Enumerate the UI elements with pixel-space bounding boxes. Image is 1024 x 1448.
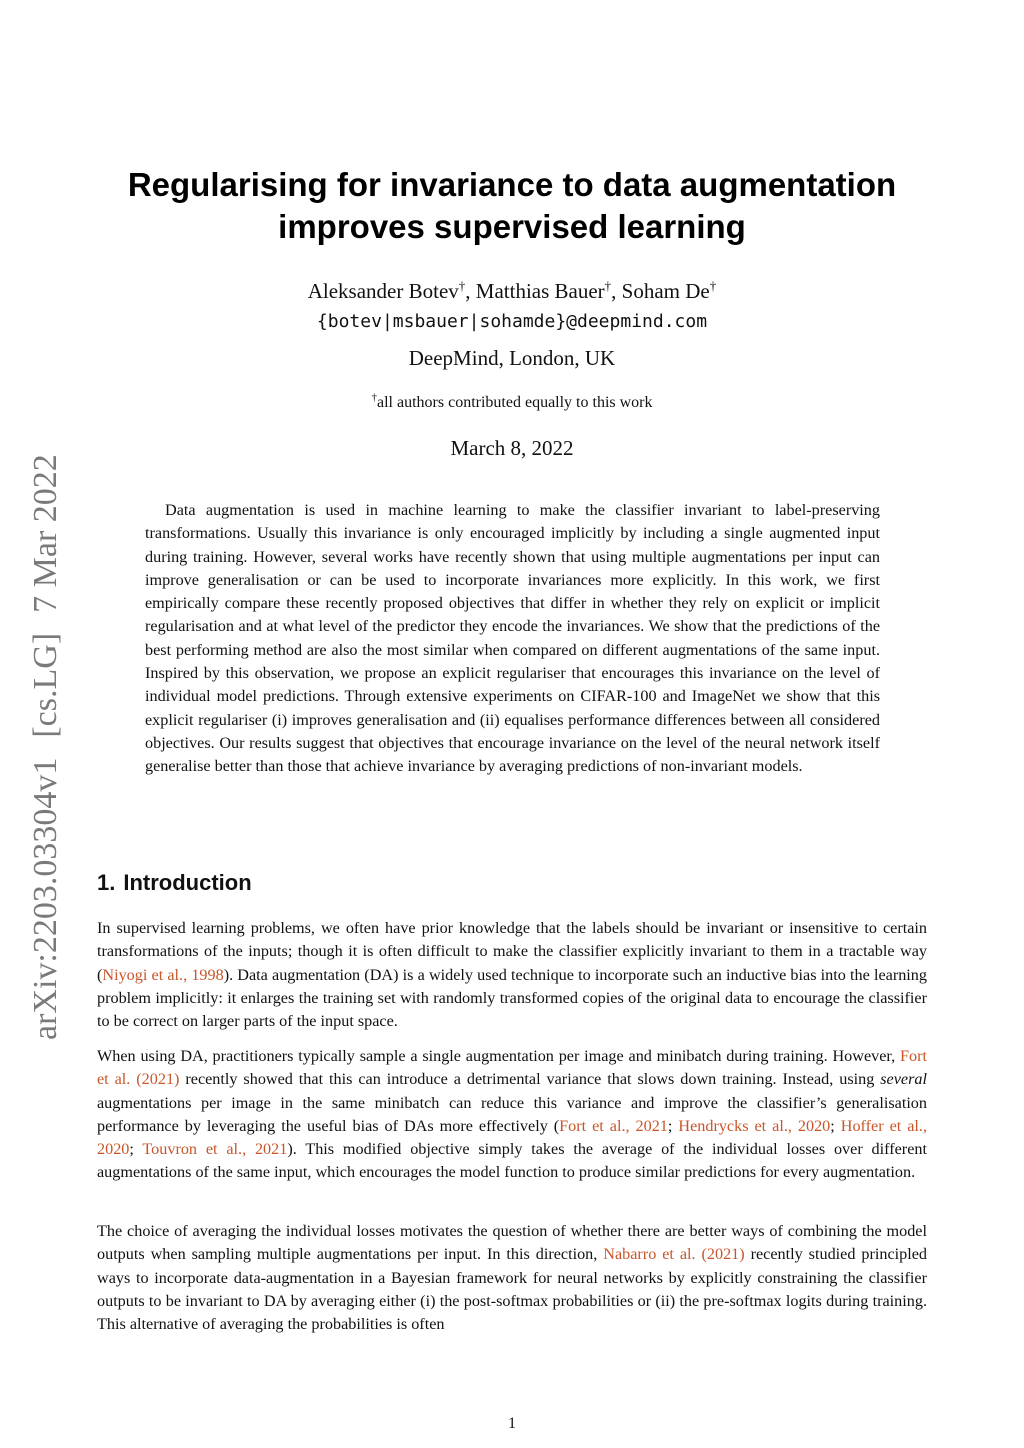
page-number: 1 (508, 1415, 516, 1432)
author-mark: † (458, 278, 466, 293)
citation-link[interactable]: Hoffer et al., 2020 (97, 1116, 928, 1159)
citation-link[interactable]: Hendrycks et al., 2020 (678, 1116, 831, 1135)
paragraph-text: recently studied principled ways to incorporate data-augmentation in a Bayesian framework for neural networks by explicitly constraining the classifier outputs to be invariant to DA by averaging either (i) the post-softmax probabilities or (ii) the pre-softmax logits during training. This alternative of averaging the probabilities is often (97, 1245, 927, 1334)
citation-separator: ; (830, 1116, 841, 1135)
paragraph-text: augmentations per image in the same minibatch can reduce this variance and improve the classifier’s generalisation performance by leveraging the useful bias of DAs more effectively ( (97, 1093, 927, 1135)
paragraph-text: The choice of averaging the individual losses motivates the question of whether there are better ways of combining the model outputs when sampling multiple augmentations per input. In this direction, (97, 1222, 927, 1264)
citation-separator: ; (129, 1140, 143, 1159)
paragraph-text: ). Data augmentation (DA) is a widely used technique to incorporate such an inductive bias into the learning problem implicitly: it enlarges the training set with randomly transformed copies of the original data to encourage the classifier to be correct on larger parts of the input space. (97, 965, 927, 1031)
citation-link[interactable]: Touvron et al., 2021 (142, 1140, 288, 1159)
paper-title-line-1: Regularising for invariance to data augmentation (127, 166, 897, 203)
citation-link[interactable]: Fort et al., 2021 (559, 1116, 668, 1135)
section-heading (97, 868, 252, 898)
author-mark: † (709, 278, 717, 293)
arxiv-id: arXiv:2203.03304v1 (27, 757, 64, 1040)
paragraph-text: recently showed that this can introduce a detrimental variance that slows down training. Instead, using (179, 1070, 881, 1089)
author-name: Aleksander Botev (307, 279, 459, 303)
intro-paragraph-1 (97, 917, 927, 1033)
author-name: Matthias Bauer (475, 279, 605, 303)
citation-link[interactable]: Nabarro et al. (2021) (603, 1245, 745, 1264)
intro-paragraph-2 (97, 1045, 927, 1185)
author-emails: {botev|msbauer|sohamde}@deepmind.com (316, 311, 708, 332)
publication-date: March 8, 2022 (450, 436, 574, 460)
citation-link[interactable]: Fort et al. (2021) (97, 1047, 927, 1089)
author-name: Soham De (621, 279, 710, 303)
citation-separator: ; (667, 1116, 679, 1135)
paragraph-text: When using DA, practitioners typically sample a single augmentation per image and minibatch during training. However, (97, 1047, 900, 1065)
paper-title (0, 164, 1024, 248)
section-number: 1. (97, 870, 116, 895)
contribution-note-text: all authors contributed equally to this work (377, 394, 653, 411)
arxiv-stamp (26, 454, 66, 1040)
abstract: Data augmentation is used in machine learning to make the classifier invariant to label-preserving transformations. Usually this invariance is only encouraged implicitly by including a single augmented input during training. However, several works have recently shown that using multiple augmentations per input can improve generalisation or can be used to incorporate invariances more explicitly. In this work, we first empirically compare these recently proposed objectives that differ in whether they rely on explicit or implicit regularisation and at what level of the predictor they encode the invariances. We show that the predictions of the best performing method are also the most similar when compared on different augmentations of the same input. Inspired by this observation, we propose an explicit regulariser that encourages this invariance on the level of individual model predictions. Through extensive experiments on CIFAR-100 and ImageNet we show that this explicit regulariser (i) improves generalisation and (ii) equalises performance differences between all considered objectives. Our results suggest that objectives that encourage invariance on the level of the neural network itself generalise better than those that achieve invariance by averaging predictions of non-invariant models. (145, 501, 880, 776)
paragraph-text: ). This modified objective simply takes the average of the individual losses over different augmentations of the same input, which encourages the model function to produce similar predictions for every augmentation. (97, 1140, 927, 1182)
intro-paragraph-3 (97, 1220, 927, 1336)
paragraph-text: In supervised learning problems, we often have prior knowledge that the labels should be invariant or insensitive to certain transformations of the inputs; though it is often difficult to make the classifier explicitly invariant to them in a tractable way ( (97, 919, 927, 984)
contribution-note-mark: † (371, 391, 377, 404)
affiliation: DeepMind, London, UK (408, 346, 616, 370)
author-separator: , (465, 279, 476, 303)
arxiv-date: 7 Mar 2022 (27, 454, 64, 613)
section-title: Introduction (123, 870, 252, 895)
author-separator: , (611, 279, 622, 303)
author-list (0, 278, 1024, 304)
citation-link[interactable]: Niyogi et al., 1998 (102, 965, 224, 984)
contribution-note (0, 392, 1024, 414)
arxiv-category: [cs.LG] (27, 632, 64, 738)
author-mark: † (604, 278, 612, 293)
emphasis-text: several (880, 1070, 927, 1089)
paper-title-line-2: improves supervised learning (278, 208, 746, 245)
